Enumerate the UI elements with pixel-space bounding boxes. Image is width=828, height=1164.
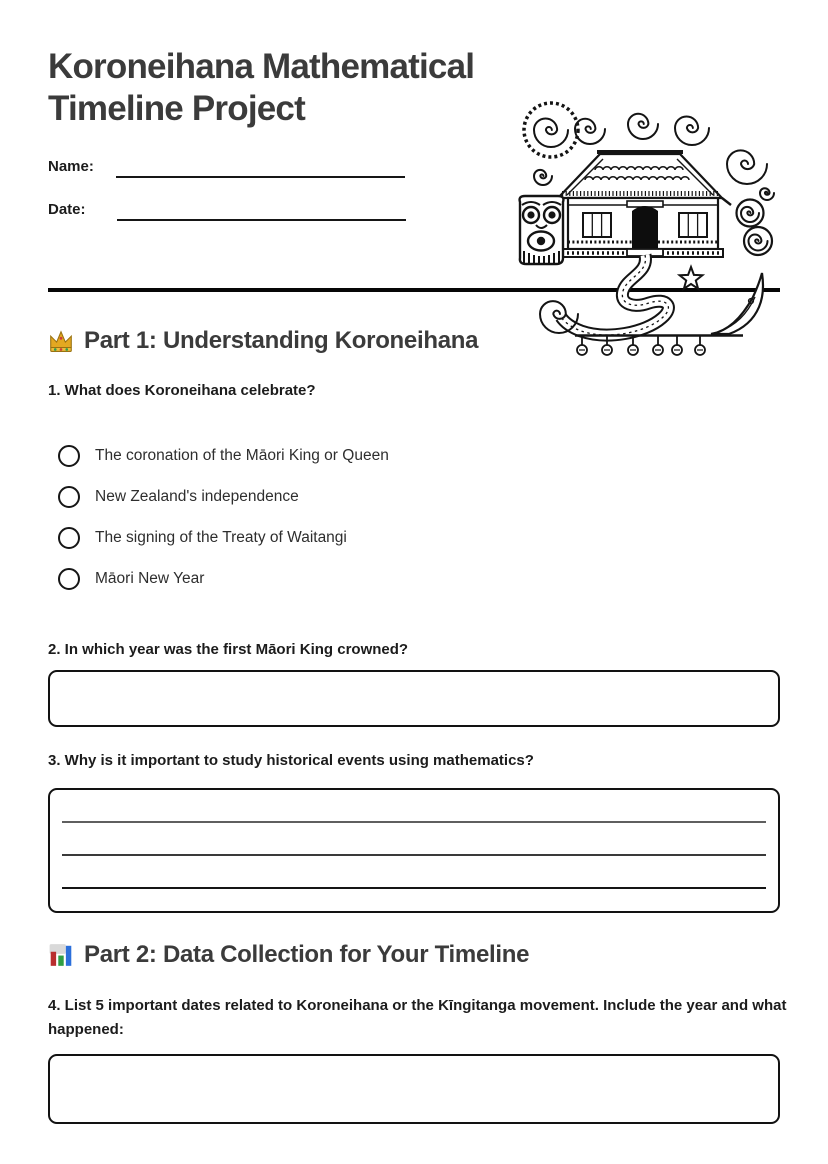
- bar-chart-icon: [48, 942, 74, 968]
- crown-icon: [48, 328, 74, 354]
- worksheet-page: [0, 46, 828, 1124]
- option-label: The signing of the Treaty of Waitangi: [95, 528, 347, 546]
- question-2-answer-box[interactable]: [48, 670, 780, 727]
- radio-button-icon[interactable]: [58, 527, 80, 549]
- name-input[interactable]: [116, 158, 405, 178]
- radio-option-coronation[interactable]: [48, 435, 780, 476]
- option-label: New Zealand's independence: [95, 487, 299, 505]
- writing-line: [62, 821, 766, 823]
- writing-line: [62, 854, 766, 856]
- question-3-answer-box[interactable]: [48, 788, 780, 913]
- tiki-figure: [520, 196, 564, 264]
- part2-heading-text: Part 2: Data Collection for Your Timeline: [84, 941, 530, 968]
- name-label: Name:: [48, 158, 94, 175]
- writing-line: [62, 887, 766, 889]
- question-3-label: 3. Why is it important to study historical events using mathematics?: [48, 752, 534, 769]
- wharenui-illustration: [515, 101, 775, 356]
- question-1-options: [48, 435, 780, 599]
- part1-heading-text: Part 1: Understanding Koroneihana: [84, 327, 479, 354]
- question-2-label: 2. In which year was the first Māori King crowned?: [48, 641, 409, 658]
- radio-option-independence[interactable]: [48, 476, 780, 517]
- page-title: Koroneihana Mathematical Timeline Project: [48, 47, 475, 128]
- radio-button-icon[interactable]: [58, 445, 80, 467]
- part2-heading: [48, 940, 780, 970]
- radio-button-icon[interactable]: [58, 568, 80, 590]
- question-1-label: 1. What does Koroneihana celebrate?: [48, 382, 316, 399]
- radio-option-new-year[interactable]: [48, 558, 780, 599]
- option-label: The coronation of the Māori King or Queen: [95, 446, 389, 464]
- radio-option-treaty[interactable]: [48, 517, 780, 558]
- date-input[interactable]: [117, 201, 406, 221]
- question-4-answer-box[interactable]: [48, 1054, 780, 1124]
- wharenui-drawing: [515, 101, 775, 356]
- radio-button-icon[interactable]: [58, 486, 80, 508]
- date-label: Date:: [48, 201, 86, 218]
- option-label: Māori New Year: [95, 569, 205, 587]
- question-4-label: 4. List 5 important dates related to Koroneihana or the Kīngitanga movement. Include the year and what happened:: [48, 997, 787, 1038]
